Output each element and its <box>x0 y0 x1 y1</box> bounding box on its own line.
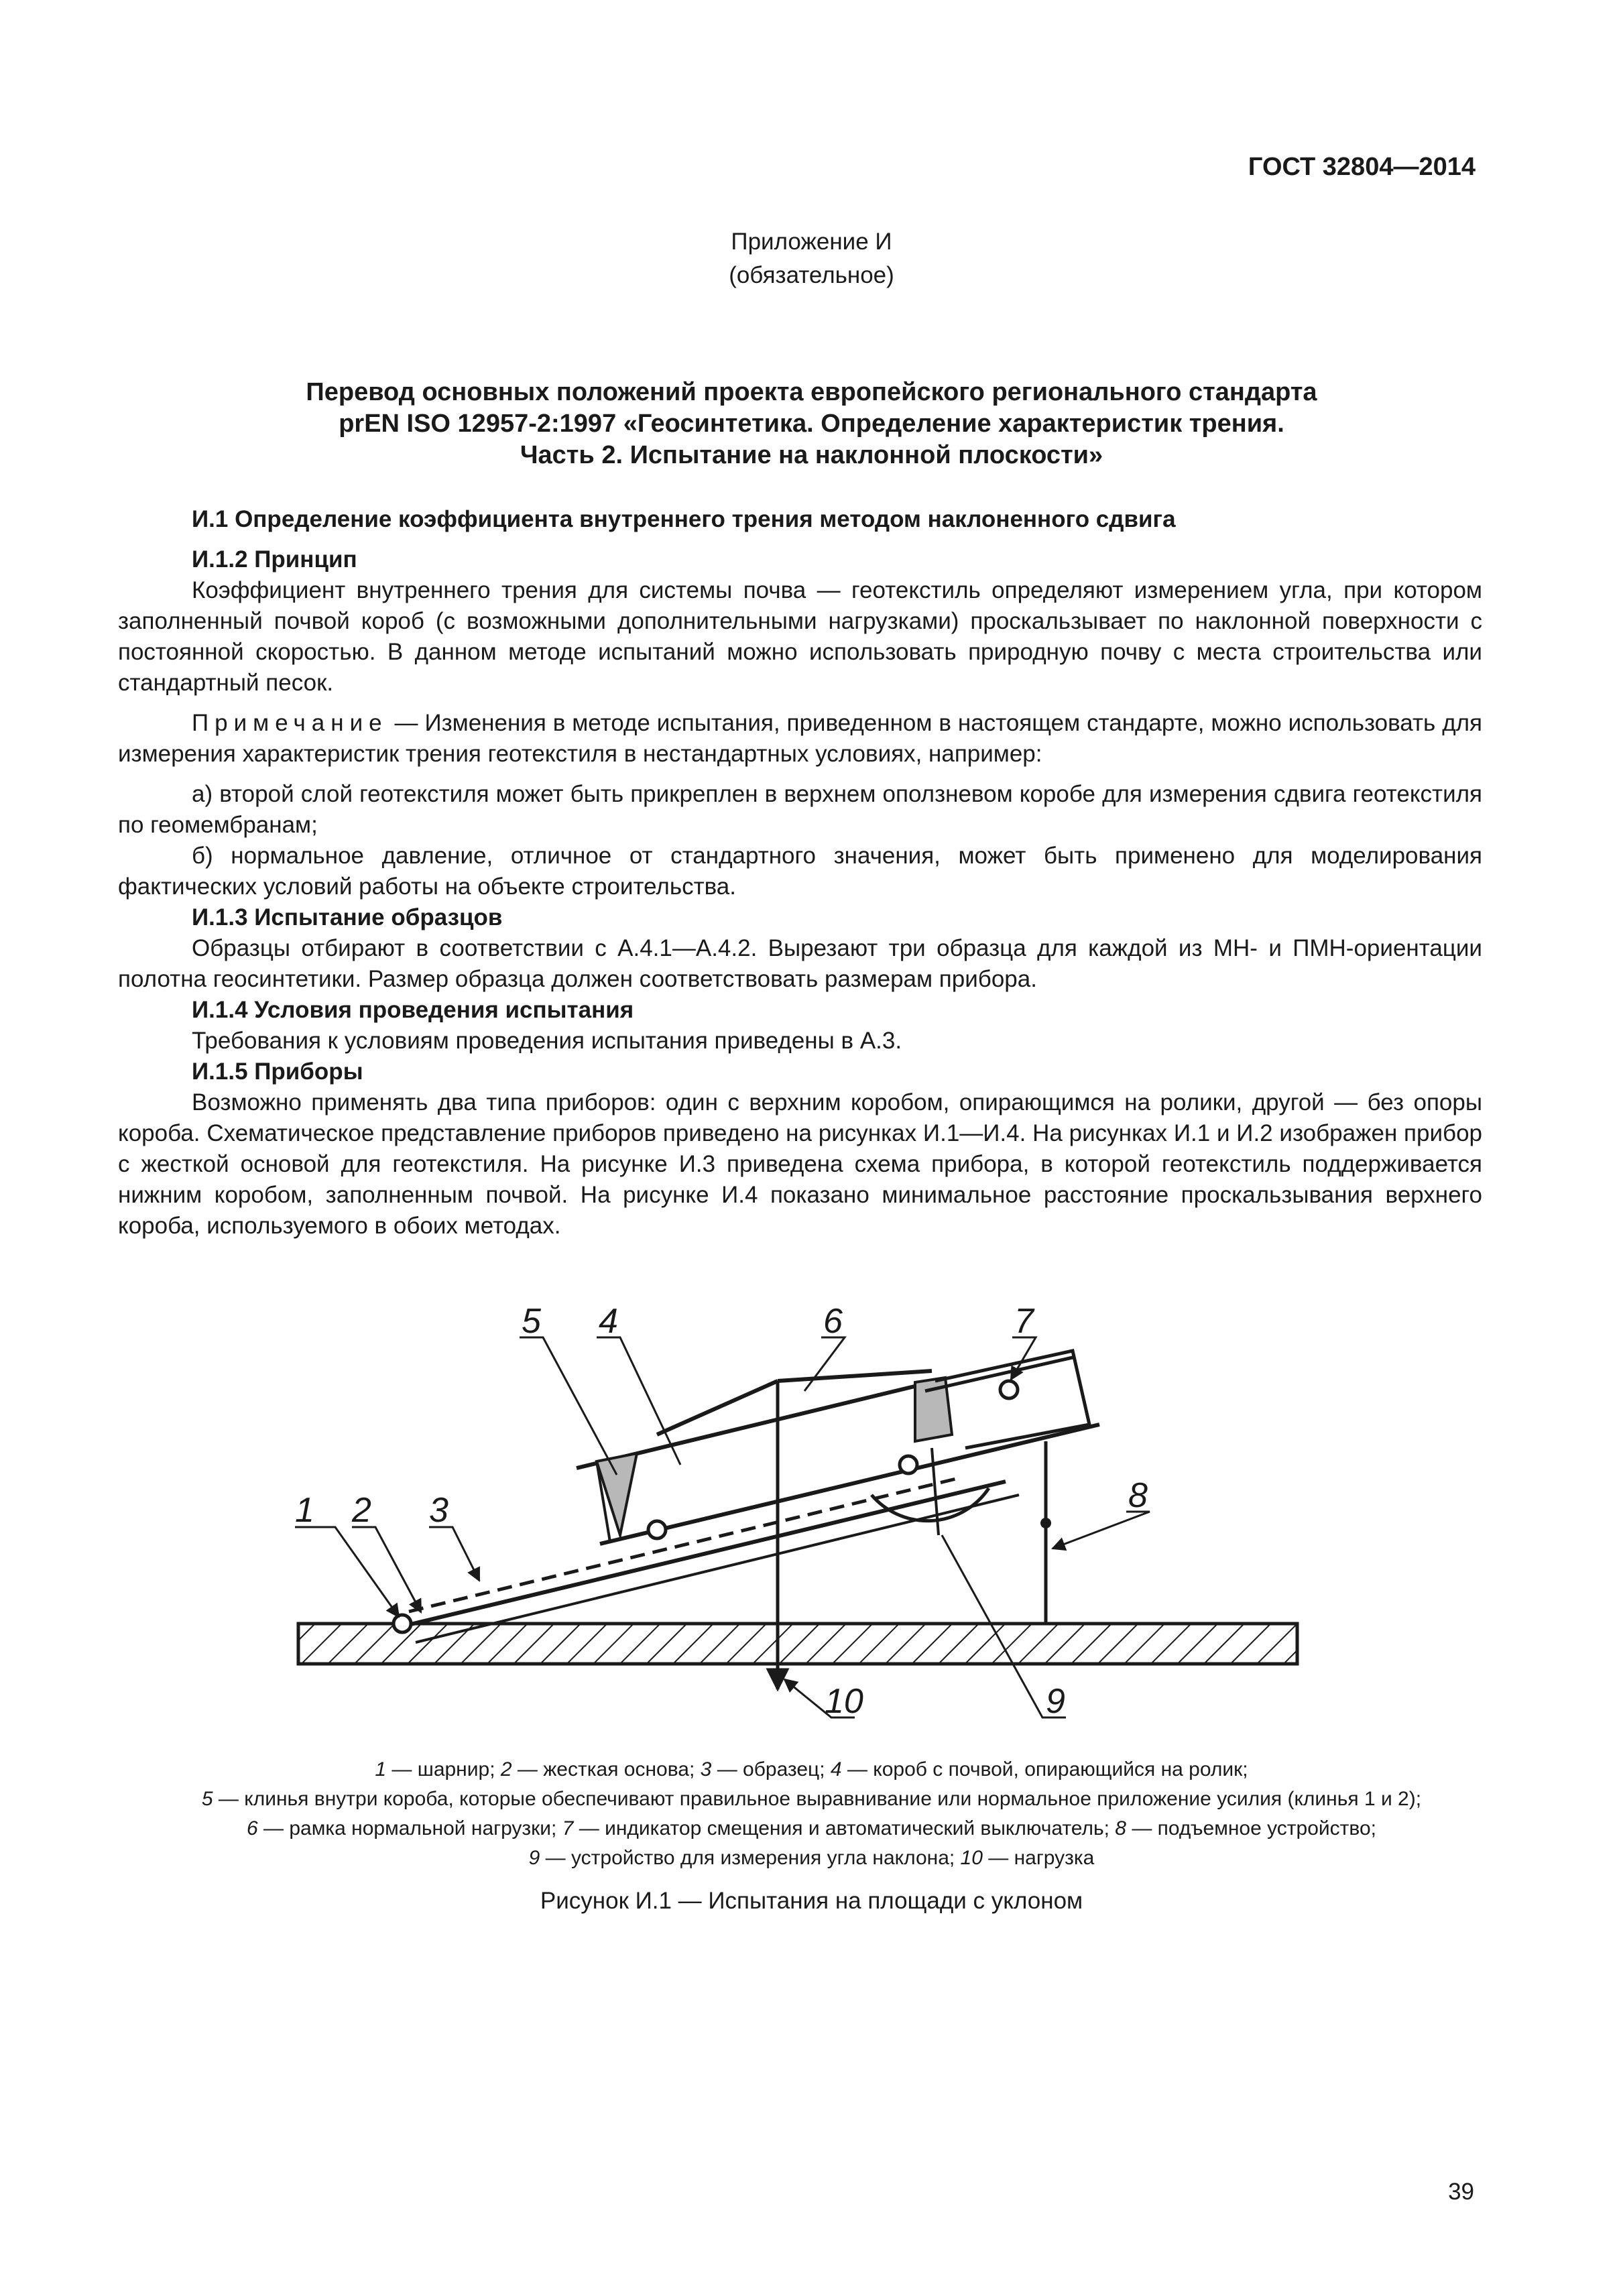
note-text: — Изменения в методе испытания, приведенном в настоящем стандарте, можно использовать для измерения характеристик трения геотекстиля в нестандартных условиях, например: <box>118 710 1482 767</box>
figure-caption: Рисунок И.1 — Испытания на площади с уклоном <box>540 1888 1083 1914</box>
leader-5 <box>520 1337 617 1475</box>
callout-5: 5 <box>522 1302 541 1341</box>
note-paragraph <box>118 708 1482 770</box>
roller-left <box>648 1521 666 1538</box>
legend-line-4: 9 — устройство для измерения угла наклона; 10 — нагрузка <box>528 1847 1095 1869</box>
appendix-status: (обязательное) <box>729 262 894 288</box>
note-item-a: а) второй слой геотекстиля может быть прикреплен в верхнем оползневом коробе для измерения сдвига геотекстиля по геомембранам; <box>118 781 1482 838</box>
callout-3: 3 <box>429 1491 448 1530</box>
callout-1: 1 <box>295 1491 314 1530</box>
legend-line-2: 5 — клинья внутри короба, которые обеспечивают правильное выравнивание или нормальное приложение усилия (клинья 1 и 2); <box>201 1788 1422 1810</box>
appendix-title: Приложение И <box>731 229 892 255</box>
callout-6: 6 <box>823 1302 843 1341</box>
leader-6 <box>804 1337 845 1391</box>
callout-10: 10 <box>825 1682 863 1721</box>
section-text-i13: Образцы отбирают в соответствии с А.4.1—А.4.2. Вырезают три образца для каждой из МН- и ПМН-ориентации полотна геосинтетики. Размер образца должен соответствовать размерам прибора. <box>118 935 1482 992</box>
legend-line-3: 6 — рамка нормальной нагрузки; 7 — индикатор смещения и автоматический выключатель; 8 — подъемное устройство; <box>247 1817 1376 1839</box>
main-text <box>118 504 1482 1242</box>
section-heading-i15: И.1.5 Приборы <box>192 1059 363 1085</box>
callout-9: 9 <box>1046 1682 1065 1721</box>
title-line-3: Часть 2. Испытание на наклонной плоскости» <box>520 441 1103 469</box>
leader-3 <box>429 1527 479 1581</box>
document-title <box>0 377 1623 471</box>
page-number: 39 <box>1448 2179 1474 2205</box>
document-code: ГОСТ 32804—2014 <box>1248 153 1476 181</box>
rigid-base-line <box>402 1482 1006 1626</box>
figure-legend <box>0 1755 1623 1873</box>
hinge <box>394 1615 411 1632</box>
callout-2: 2 <box>352 1491 371 1530</box>
lifting-device-pin <box>1040 1518 1051 1528</box>
title-line-1: Перевод основных положений проекта европейского регионального стандарта <box>306 378 1317 406</box>
callout-7: 7 <box>1014 1302 1034 1341</box>
callout-4: 4 <box>599 1302 618 1341</box>
section-text-i14: Требования к условиям проведения испытания приведены в А.3. <box>192 1028 902 1054</box>
note-item-b: б) нормальное давление, отличное от стандартного значения, может быть применено для моделирования фактических условий работы на объекте строительства. <box>118 843 1482 900</box>
appendix-heading <box>0 225 1623 292</box>
section-heading-i1: И.1 Определение коэффициента внутреннего трения методом наклоненного сдвига <box>192 506 1176 532</box>
section-text-i12: Коэффициент внутреннего трения для системы почва — геотекстиль определяют измерением угла, при котором заполненный почвой короб (с возможными дополнительными нагрузками) проскальзывает по наклонной поверхности с постоянной скоростью. В данном методе испытаний можно использовать природную почву с места строительства или стандартный песок. <box>118 577 1482 696</box>
indicator-arm <box>925 1357 1073 1391</box>
section-heading-i12: И.1.2 Принцип <box>192 546 357 572</box>
section-heading-i14: И.1.4 Условия проведения испытания <box>192 997 634 1023</box>
section-text-i15: Возможно применять два типа приборов: один с верхним коробом, опирающимся на ролики, другой — без опоры короба. Схематическое представление приборов приведено на рисунках И.1—И.4. На рисунках И.1 и И.2 изображен прибор с жесткой основой для геотекстиля. На рисунке И.3 приведена схема прибора, в которой геотекстиль поддерживается нижним коробом, заполненным почвой. На рисунке И.4 показано минимальное расстояние проскальзывания верхнего короба, используемого в обоих методах. <box>118 1089 1482 1239</box>
load-frame-top-right <box>778 1371 932 1381</box>
section-heading-i13: И.1.3 Испытание образцов <box>192 904 503 930</box>
indicator-switch <box>1000 1381 1018 1398</box>
leader-8 <box>1053 1512 1150 1549</box>
note-label: Примечание <box>192 710 388 736</box>
roller-right <box>900 1456 917 1473</box>
load-frame-top-left <box>657 1381 778 1435</box>
callout-8: 8 <box>1128 1476 1148 1515</box>
figure-inclined-plane-diagram <box>0 1260 1623 1770</box>
legend-line-1: 1 — шарнир; 2 — жесткая основа; 3 — образец; 4 — короб с почвой, опирающийся на ролик; <box>375 1758 1248 1780</box>
base-hatched <box>298 1624 1297 1664</box>
title-line-2: prEN ISO 12957-2:1997 «Геосинтетика. Определение характеристик трения. <box>339 410 1284 438</box>
